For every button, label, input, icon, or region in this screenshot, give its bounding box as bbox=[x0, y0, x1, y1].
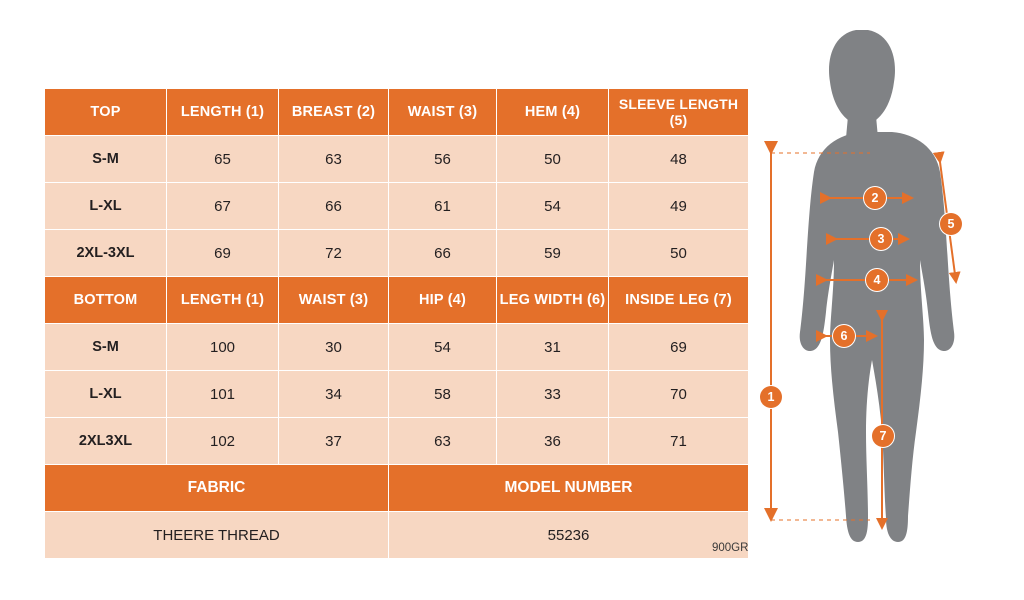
cell-value: 65 bbox=[167, 136, 279, 183]
cell-value: 37 bbox=[279, 418, 389, 465]
header-bottom-leg-width: LEG WIDTH (6) bbox=[497, 277, 609, 324]
size-chart-table-container bbox=[44, 88, 748, 559]
header-top-hem: HEM (4) bbox=[497, 89, 609, 136]
cell-value: 69 bbox=[609, 324, 749, 371]
header-top-sleeve-length: SLEEVE LENGTH (5) bbox=[609, 89, 749, 136]
header-bottom-waist: WAIST (3) bbox=[279, 277, 389, 324]
measure-badge-7: 7 bbox=[872, 425, 894, 447]
cell-value: 102 bbox=[167, 418, 279, 465]
cell-value: 70 bbox=[609, 371, 749, 418]
cell-value: 66 bbox=[389, 230, 497, 277]
header-bottom-hip: HIP (4) bbox=[389, 277, 497, 324]
product-code-label: 900GR bbox=[712, 542, 749, 554]
measure-badge-5: 5 bbox=[940, 213, 962, 235]
cell-value: 58 bbox=[389, 371, 497, 418]
header-top-length: LENGTH (1) bbox=[167, 89, 279, 136]
row-size-label: 2XL3XL bbox=[45, 418, 167, 465]
header-bottom-inside-leg: INSIDE LEG (7) bbox=[609, 277, 749, 324]
cell-value: 71 bbox=[609, 418, 749, 465]
measure-badge-3: 3 bbox=[870, 228, 892, 250]
row-size-label: S-M bbox=[45, 324, 167, 371]
model-figure-diagram bbox=[760, 20, 1015, 580]
cell-value: 63 bbox=[389, 418, 497, 465]
table-row bbox=[45, 418, 749, 465]
cell-value: 100 bbox=[167, 324, 279, 371]
header-fabric: FABRIC bbox=[45, 465, 389, 512]
value-fabric: THEERE THREAD bbox=[45, 512, 389, 559]
table-footer-header-row bbox=[45, 465, 749, 512]
header-bottom: BOTTOM bbox=[45, 277, 167, 324]
size-chart-table bbox=[44, 88, 749, 559]
cell-value: 31 bbox=[497, 324, 609, 371]
table-row bbox=[45, 136, 749, 183]
table-header-row-top bbox=[45, 89, 749, 136]
header-top-breast: BREAST (2) bbox=[279, 89, 389, 136]
measure-badge-4: 4 bbox=[866, 269, 888, 291]
cell-value: 50 bbox=[497, 136, 609, 183]
cell-value: 63 bbox=[279, 136, 389, 183]
cell-value: 72 bbox=[279, 230, 389, 277]
table-row bbox=[45, 324, 749, 371]
cell-value: 61 bbox=[389, 183, 497, 230]
value-model-number: 55236 bbox=[389, 512, 749, 559]
table-row bbox=[45, 371, 749, 418]
row-size-label: 2XL-3XL bbox=[45, 230, 167, 277]
cell-value: 67 bbox=[167, 183, 279, 230]
header-top-waist: WAIST (3) bbox=[389, 89, 497, 136]
cell-value: 50 bbox=[609, 230, 749, 277]
header-bottom-length: LENGTH (1) bbox=[167, 277, 279, 324]
cell-value: 69 bbox=[167, 230, 279, 277]
table-footer-value-row bbox=[45, 512, 749, 559]
cell-value: 33 bbox=[497, 371, 609, 418]
cell-value: 30 bbox=[279, 324, 389, 371]
table-header-row-bottom bbox=[45, 277, 749, 324]
header-model-number: MODEL NUMBER bbox=[389, 465, 749, 512]
cell-value: 101 bbox=[167, 371, 279, 418]
female-silhouette-svg bbox=[760, 20, 1015, 580]
table-row bbox=[45, 230, 749, 277]
cell-value: 48 bbox=[609, 136, 749, 183]
cell-value: 59 bbox=[497, 230, 609, 277]
cell-value: 49 bbox=[609, 183, 749, 230]
row-size-label: L-XL bbox=[45, 183, 167, 230]
cell-value: 54 bbox=[389, 324, 497, 371]
cell-value: 56 bbox=[389, 136, 497, 183]
measure-badge-1: 1 bbox=[760, 386, 782, 408]
header-top: TOP bbox=[45, 89, 167, 136]
row-size-label: S-M bbox=[45, 136, 167, 183]
cell-value: 54 bbox=[497, 183, 609, 230]
measure-badge-6: 6 bbox=[833, 325, 855, 347]
measure-badge-2: 2 bbox=[864, 187, 886, 209]
row-size-label: L-XL bbox=[45, 371, 167, 418]
table-row bbox=[45, 183, 749, 230]
cell-value: 36 bbox=[497, 418, 609, 465]
cell-value: 66 bbox=[279, 183, 389, 230]
cell-value: 34 bbox=[279, 371, 389, 418]
